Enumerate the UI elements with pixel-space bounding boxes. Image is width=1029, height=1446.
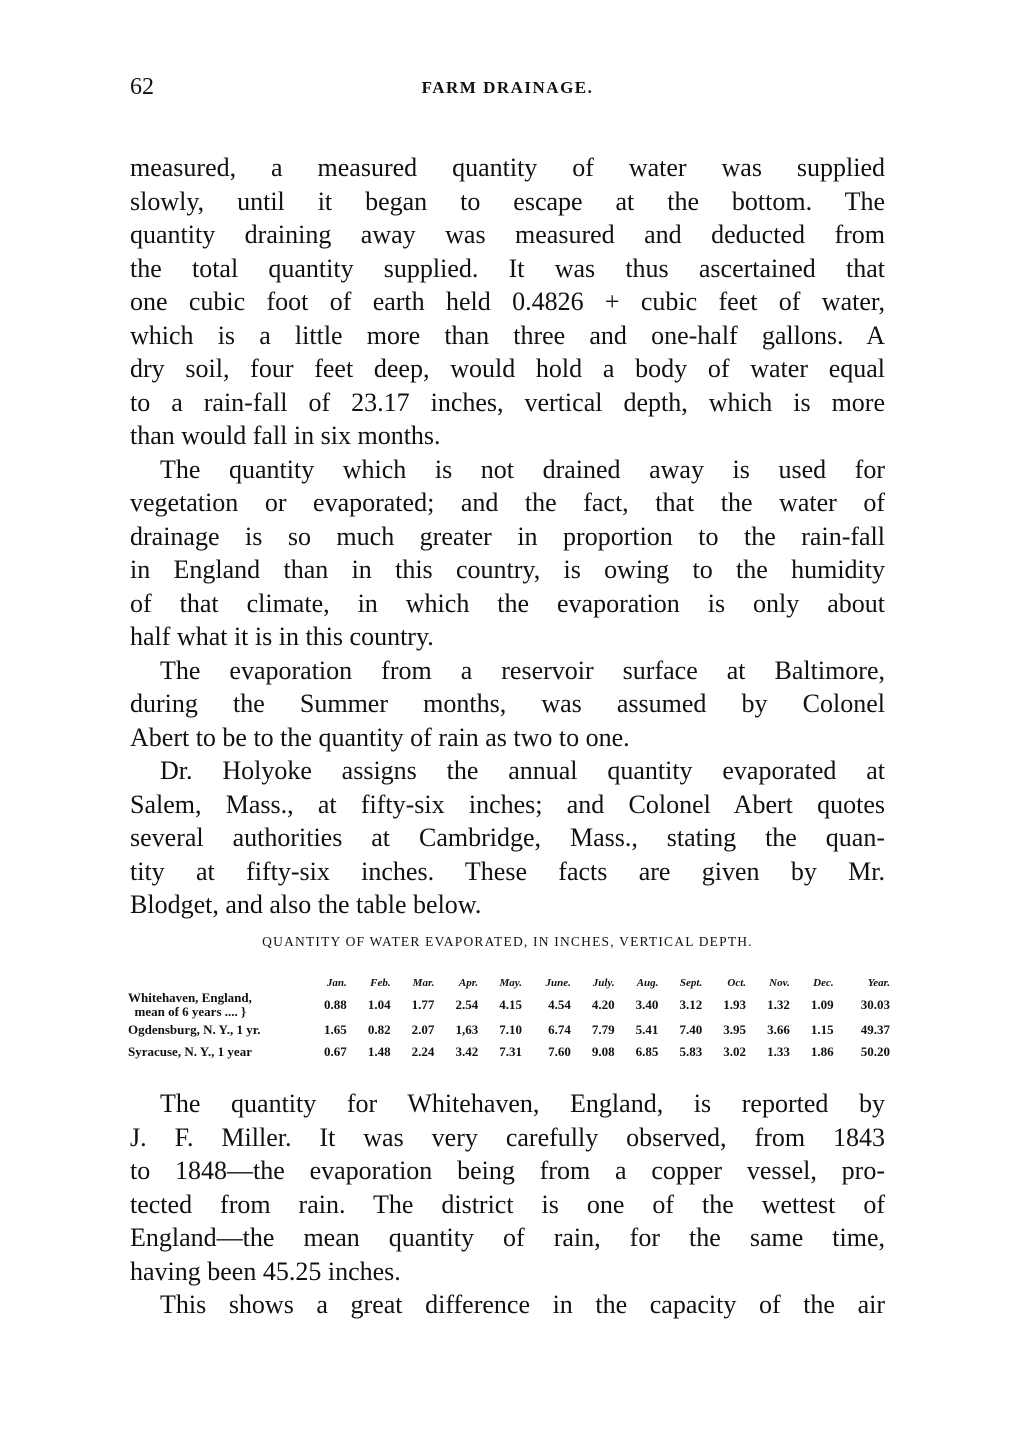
table-cell: 7.31 <box>499 1044 522 1059</box>
table-cell: 3.40 <box>635 997 659 1012</box>
table-cell: 7.79 <box>591 1022 615 1037</box>
text-line: during the Summer months, was assumed by Colonel <box>130 689 885 718</box>
table-cell: 9.08 <box>591 1044 615 1059</box>
table-row <box>128 1019 890 1041</box>
table-cell: 1.93 <box>723 997 747 1012</box>
paragraph <box>130 453 885 654</box>
running-title: FARM DRAINAGE. <box>421 78 594 97</box>
table-cell: 1,63 <box>455 1022 479 1037</box>
text-line: of that climate, in which the evaporation is only about <box>130 588 885 618</box>
column-header: May. <box>499 977 522 989</box>
column-header: Sept. <box>679 977 703 989</box>
table-cell: 50.20 <box>860 1044 890 1059</box>
text-line: England—the mean quantity of rain, for the same time, <box>130 1223 885 1252</box>
column-header: Apr. <box>458 977 479 989</box>
text-line: Dr. Holyoke assigns the annual quantity evaporated at <box>160 756 885 785</box>
text-line: several authorities at Cambridge, Mass., stating the quan- <box>130 823 885 852</box>
table-cell: 49.37 <box>860 1022 890 1037</box>
text-line: tity at fifty-six inches. These facts are given by Mr. <box>130 856 885 886</box>
text-line: tected from rain. The district is one of the wettest of <box>130 1189 885 1219</box>
table-cell: 2.24 <box>411 1044 435 1059</box>
text-line: The quantity for Whitehaven, England, is reported by <box>160 1089 885 1118</box>
paragraph <box>130 1087 885 1288</box>
column-header: Nov. <box>769 977 790 989</box>
table-cell: 1.33 <box>767 1044 790 1059</box>
paragraph <box>130 151 885 453</box>
table-cell: 1.48 <box>367 1044 391 1059</box>
text-line: half what it is in this country. <box>130 622 434 651</box>
table-cell: 1.65 <box>324 1022 347 1037</box>
column-header: Feb. <box>370 977 391 989</box>
table-cell: 4.54 <box>548 997 571 1012</box>
table-cell: 4.20 <box>591 997 615 1012</box>
table-cell: 0.82 <box>367 1022 391 1037</box>
table-cell: 7.40 <box>679 1022 703 1037</box>
table-row <box>128 991 890 1019</box>
text-line: slowly, until it began to escape at the bottom. The <box>130 186 885 216</box>
text-line: to 1848—the evaporation being from a copper vessel, pro- <box>130 1156 885 1185</box>
body-text <box>130 151 885 922</box>
text-line: than would fall in six months. <box>130 421 441 450</box>
text-line: The quantity which is not drained away is used for <box>160 454 885 484</box>
column-header: Oct. <box>727 977 747 989</box>
page-header <box>130 74 885 104</box>
column-header: Aug. <box>636 977 659 989</box>
table-cell: 3.95 <box>723 1022 747 1037</box>
text-line: vegetation or evaporated; and the fact, that the water of <box>130 488 885 517</box>
table-cell: 0.88 <box>324 997 347 1012</box>
table-cell: 1.09 <box>810 997 834 1012</box>
table-cell: 1.32 <box>767 997 790 1012</box>
table-cell: 1.86 <box>810 1044 834 1059</box>
row-label: Syracuse, N. Y., 1 year <box>128 1044 252 1059</box>
paragraph <box>130 654 885 755</box>
table-cell: 7.60 <box>548 1044 571 1059</box>
evaporation-table <box>128 975 890 1063</box>
table-row <box>128 1041 890 1063</box>
text-line: Blodget, and also the table below. <box>130 890 482 919</box>
place-note: mean of 6 years .... <box>134 1004 238 1019</box>
table-cell: 3.66 <box>767 1022 790 1037</box>
table-cell: 0.67 <box>324 1044 347 1059</box>
row-label: Whitehaven, England, mean of 6 years .... } <box>128 990 252 1019</box>
text-line: one cubic foot of earth held 0.4826 + cubic feet of water, <box>130 287 885 316</box>
text-line: which is a little more than three and one-half gallons. A <box>130 320 885 350</box>
column-header: July. <box>592 977 615 989</box>
column-header: Jan. <box>326 977 347 989</box>
table-cell: 3.02 <box>723 1044 747 1059</box>
table-cell: 3.42 <box>455 1044 479 1059</box>
place-name: Whitehaven, England, <box>128 990 252 1005</box>
text-line: Salem, Mass., at fifty-six inches; and Colonel Abert quotes <box>130 789 885 819</box>
text-line: This shows a great difference in the capacity of the air <box>160 1290 885 1319</box>
table-cell: 5.83 <box>679 1044 703 1059</box>
table-cell: 4.15 <box>499 997 522 1012</box>
column-header: June. <box>545 977 571 989</box>
text-line: The evaporation from a reservoir surface at Baltimore, <box>160 655 885 685</box>
text-line: measured, a measured quantity of water was supplied <box>130 153 885 182</box>
body-text-continued <box>130 1087 885 1322</box>
table-cell: 6.74 <box>548 1022 571 1037</box>
table-title: QUANTITY OF WATER EVAPORATED, IN INCHES, VERTICAL DEPTH. <box>262 934 753 949</box>
column-header: Dec. <box>813 977 834 989</box>
text-line: Abert to be to the quantity of rain as two to one. <box>130 722 630 752</box>
text-line: having been 45.25 inches. <box>130 1256 401 1286</box>
text-line: to a rain-fall of 23.17 inches, vertical depth, which is more <box>130 387 885 417</box>
table-cell: 2.07 <box>411 1022 435 1037</box>
column-header: Mar. <box>412 977 435 989</box>
table-cell: 6.85 <box>635 1044 659 1059</box>
table-cell: 1.04 <box>367 997 391 1012</box>
table-cell: 30.03 <box>860 997 890 1012</box>
table-cell: 1.77 <box>411 997 435 1012</box>
text-line: quantity draining away was measured and deducted from <box>130 220 885 249</box>
row-label: Ogdensburg, N. Y., 1 yr. <box>128 1022 261 1037</box>
table-cell: 3.12 <box>679 997 703 1012</box>
text-line: in England than in this country, is owing to the humidity <box>130 555 885 584</box>
text-line: the total quantity supplied. It was thus ascertained that <box>130 253 885 283</box>
table-header-row <box>128 975 890 991</box>
text-line: drainage is so much greater in proportion to the rain-fall <box>130 521 885 551</box>
table-cell: 7.10 <box>499 1022 522 1037</box>
paragraph <box>130 754 885 922</box>
table-cell: 5.41 <box>635 1022 659 1037</box>
table-cell: 1.15 <box>810 1022 834 1037</box>
text-line: dry soil, four feet deep, would hold a body of water equal <box>130 354 885 383</box>
column-header: Year. <box>867 977 890 989</box>
text-line: J. F. Miller. It was very carefully observed, from 1843 <box>130 1122 885 1152</box>
page-number: 62 <box>130 74 154 100</box>
table-cell: 2.54 <box>455 997 479 1012</box>
paragraph <box>130 1288 885 1322</box>
